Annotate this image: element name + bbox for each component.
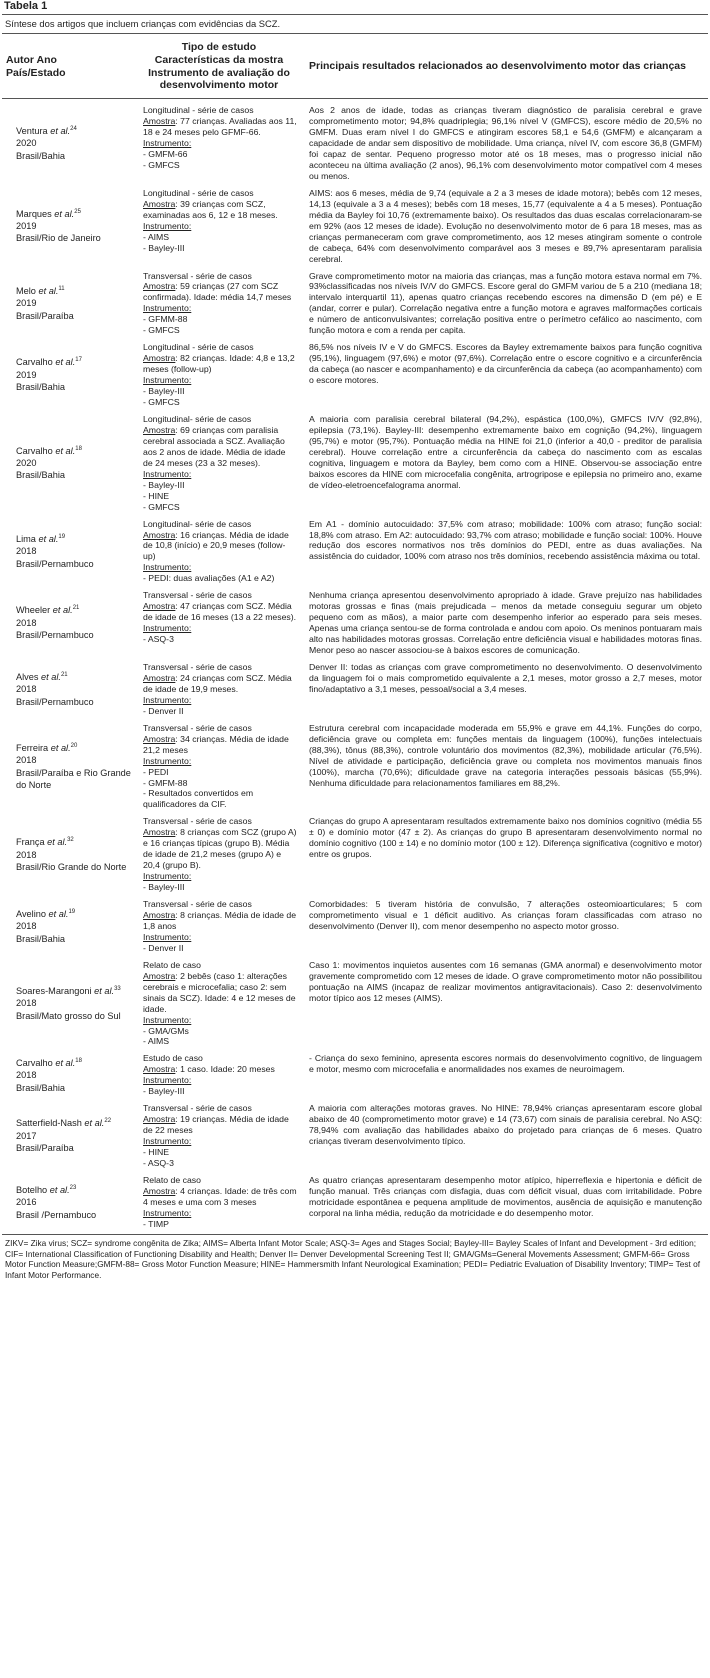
instrument-label: Instrumento:: [143, 220, 192, 231]
instrument-label: Instrumento:: [143, 303, 192, 314]
author-etal: et al.: [52, 445, 76, 456]
instrument-item: - GMFCS: [143, 501, 180, 512]
instrument-item: - GMFM-66: [143, 149, 188, 159]
header-study-type: Tipo de estudo Características da mostra Instrumento de avaliação do desenvolvimento motor: [137, 34, 301, 99]
publication-year: 2016: [16, 1197, 37, 1208]
country-state: Brasil/Bahia: [16, 382, 66, 393]
country-state: Brasil/Paraíba: [16, 310, 74, 321]
studies-table: [2, 34, 708, 1230]
author-cell: [2, 182, 137, 265]
results-cell: Nenhuma criança apresentou desenvolvimento apropriado à idade. Grave prejuízo nas habilidades motoras grossas e finas (mais prejudicada – menos da metade conseguiu segurar um objeto pequeno com as mãos), a maior parte com desempenho inferior ao esperado para seis meses. Apenas uma criança sentou-se de forma controlada e andou com apoio. Os meninos pontuaram mais alto nas habilidades motoras grossas. Correlação entre deficiência visual e habilidades motoras finas. Menor peso ao nascer associou-se à baixos escores de comunicação.: [309, 590, 702, 656]
sample-text: : 16 crianças. Média de idade de 10,8 (início) e 20,9 meses (follow-up): [143, 529, 289, 562]
publication-year: 2018: [16, 755, 37, 766]
country-state: Brasil/Paraíba e Rio Grande do Norte: [16, 767, 131, 790]
author-etal: et al.: [35, 285, 59, 296]
instrument-label: Instrumento:: [143, 871, 192, 882]
instrument-item: - HINE: [143, 1147, 170, 1158]
table-row: [2, 584, 708, 656]
sample-label: Amostra: [143, 529, 176, 540]
study-cell: [137, 810, 301, 893]
author-etal: et al.: [51, 208, 75, 219]
study-cell: [137, 656, 301, 717]
results-cell: Denver II: todas as crianças com grave comprometimento no desenvolvimento. O desenvolvimento da linguagem foi o mais comprometido equivalente a 2,1 meses, motor grosso a 2,7 meses, motor fino/adaptativo a 3,1 meses, pessoal/social a 3,4 meses.: [309, 661, 702, 694]
study-cell: [137, 265, 301, 337]
author-cell: [2, 584, 137, 656]
table-row: [2, 265, 708, 337]
reference-number: 33: [114, 985, 121, 992]
author-name: Ferreira: [16, 742, 49, 753]
sample-text: : 69 crianças com paralisia cerebral associada a SCZ. Avaliação aos 2 anos de idade. Média de idade de 24 meses (23 a 32 meses).: [143, 424, 286, 468]
instrument-label: Instrumento:: [143, 1075, 192, 1086]
publication-year: 2018: [16, 998, 37, 1009]
results-cell: A maioria com paralisia cerebral bilateral (94,2%), espástica (100,0%), GMFCS IV/V (92,8%), epilepsia (73,1%). Bayley-III: desempenho extremamente baixo em cognição (94,2%), linguagem (95,7%) e motor (95,7%). Pontuação média na HINE foi 21,0 (inferior a 40,0 - preditor de paralisia cerebral). Houve correlação entre a circunferência da cabeça do nascimento com as escalas cognitiva, linguagem e motora da Bayley, bem como com a HINE. Observou-se associação entre baixos escores da HINE com microcefalia congênita, artrogripose e epilepsia no primeiro ano, exame de vídeo-eletroencefalograma anormal.: [309, 413, 702, 490]
reference-number: 18: [75, 1057, 82, 1064]
results-cell: A maioria com alterações motoras graves. No HINE: 78,94% crianças apresentaram escore global abaixo de 40 (comprometimento motor grave) e 14 (73,67) com sinais de paralisia cerebral. No ASQ: 78,94% com avaliação das habilidades abaixo do projetado para crianças de 6 meses. Quatro crianças tiveram desenvolvimento típico.: [309, 1103, 702, 1147]
instrument-item: - Resultados convertidos em qualificadores da CIF.: [143, 788, 254, 810]
results-cell: Grave comprometimento motor na maioria das crianças, mas a função motora estava normal em 7%. 93%classificadas nos níveis IV/V do GMFCS. Escore geral do GMFM variou de 5 a 210 (mediana 18; intervalo interquartil 11), apenas quatro crianças recebendo escores na dimensão D (em pé) e E (andar, correr e pular). Correlação negativa entre a função motora e agraves malformações corticais e número de anticonvulsivantes; correlação positiva entre o perímetro cefálico ao nascimento, com função motora e com a renda per capita.: [309, 270, 702, 336]
instrument-item: - Bayley-III: [143, 882, 185, 893]
instrument-item: - ASQ-3: [143, 634, 174, 645]
table-row: [2, 408, 708, 513]
sample-text: : 77 crianças. Avaliadas aos 11, 18 e 24 meses pelo GFMF-66.: [143, 116, 297, 138]
author-etal: et al.: [47, 125, 71, 136]
study-type: Longitudinal- série de casos: [143, 413, 252, 424]
publication-year: 2018: [16, 849, 37, 860]
study-type: Transversal - série de casos: [143, 816, 252, 827]
sample-text: : 82 crianças. Idade: 4,8 e 13,2 meses (follow-up): [143, 353, 295, 375]
country-state: Brasil/Paraíba: [16, 1143, 74, 1154]
sample-label: Amostra: [143, 970, 176, 981]
instrument-item: - HINE: [143, 490, 170, 501]
reference-number: 20: [70, 742, 78, 749]
sample-label: Amostra: [143, 353, 176, 364]
sample-label: Amostra: [143, 198, 176, 209]
instrument-item: - AIMS: [143, 231, 170, 242]
instrument-label: Instrumento:: [143, 375, 192, 386]
author-cell: [2, 1047, 137, 1097]
author-cell: [2, 99, 137, 182]
reference-number: 24: [70, 125, 77, 132]
instrument-label: Instrumento:: [143, 1014, 192, 1025]
sample-label: Amostra: [143, 1185, 176, 1196]
publication-year: 2018: [16, 1070, 37, 1081]
header-results: Principais resultados relacionados ao desenvolvimento motor das crianças: [301, 34, 708, 99]
study-cell: [137, 408, 301, 513]
reference-number: 25: [74, 208, 81, 215]
author-name: Satterfield-Nash: [16, 1118, 82, 1129]
study-type: Relato de caso: [143, 1174, 201, 1185]
country-state: Brasil/Rio Grande do Norte: [16, 861, 127, 872]
reference-number: 22: [104, 1118, 112, 1125]
table-row: [2, 1047, 708, 1097]
table-footnote: ZIKV= Zika virus; SCZ= syndrome congênita de Zika; AIMS= Alberta Infant Motor Scale; ASQ-3= Ages and Stages Social; Bayley-III= Bayley Scales of Infant and Development - 3rd edition; CIF= International Classification of Functioning Disability and Health; Denver II= Denver Developmental Screening Test II; GMA/GMs=General Movements Assessment; GMFM-66= Gross Motor Function Measure;GMFM-88= Gross Motor Function Measure; HINE= Hammersmith Infant Neurological Examination; PEDI= Pediatric Evaluation of Disability Inventory; TIMP= Test of Infant Motor Performance.: [2, 1234, 708, 1281]
author-cell: [2, 265, 137, 337]
study-type: Longitudinal - série de casos: [143, 105, 254, 116]
study-cell: [137, 893, 301, 954]
author-etal: et al.: [81, 1118, 105, 1129]
country-state: Brasil/Bahia: [16, 933, 66, 944]
table-row: [2, 336, 708, 408]
publication-year: 2020: [16, 458, 37, 469]
author-etal: et al.: [50, 605, 73, 616]
reference-number: 11: [58, 285, 65, 292]
table-row: [2, 954, 708, 1048]
instrument-item: - Denver II: [143, 942, 184, 953]
author-cell: [2, 717, 137, 811]
author-cell: [2, 656, 137, 717]
instrument-label: Instrumento:: [143, 931, 192, 942]
sample-text: : 8 crianças. Média de idade de 1,8 anos: [143, 910, 297, 931]
publication-year: 2019: [16, 369, 37, 380]
author-name: Alves: [16, 671, 39, 682]
reference-number: 18: [75, 445, 82, 452]
instrument-item: - ASQ-3: [143, 1158, 174, 1169]
author-etal: et al.: [35, 533, 59, 544]
results-cell: Estrutura cerebral com incapacidade moderada em 55,9% e grave em 44,1%. Funções do corpo, deficiência grave ou completa em: funções mentais da linguagem (100%), funções intelectuais (88,3%), tônus (88,3%), controle voluntário dos movimentos (82,3%), mobilidade articular (76,5%). Nível de atividade e participação, deficiência grave ou completa nos movimentos manuais finos (100%), marcha (70,6%); dificuldade grave na categoria interações pessoais básicas (55,9%). Nenhuma dificuldade para relacionamentos familiares em 88,2%.: [309, 722, 702, 788]
country-state: Brasil/Pernambuco: [16, 630, 94, 641]
table-label: Tabela 1: [4, 0, 48, 12]
sample-label: Amostra: [143, 1064, 176, 1075]
author-cell: [2, 810, 137, 893]
results-cell: Comorbidades: 5 tiveram história de convulsão, 7 alterações osteomioarticulares; 5 com comprometimento visual e 1 déficit auditivo. As crianças foram classificadas com atraso no desenvolvimento (Denver II), com menor desempenho no aspecto motor grosso.: [309, 899, 702, 931]
study-cell: [137, 1169, 301, 1230]
table-row: [2, 99, 708, 182]
author-cell: [2, 1097, 137, 1169]
instrument-item: - GMFCS: [143, 397, 180, 408]
sample-text: : 8 crianças com SCZ (grupo A) e 16 crianças típicas (grupo B). Média de idade de 21,2 meses (grupo A) e 20,4 (grupo B).: [143, 827, 297, 871]
sample-label: Amostra: [143, 116, 176, 127]
study-type: Transversal - série de casos: [143, 1103, 252, 1114]
sample-label: Amostra: [143, 424, 176, 435]
table-caption: Síntese dos artigos que incluem crianças com evidências da SCZ.: [2, 15, 708, 34]
instrument-item: - AIMS: [143, 1036, 170, 1047]
sample-label: Amostra: [143, 733, 176, 744]
study-type: Transversal - série de casos: [143, 722, 252, 733]
instrument-item: - GMFCS: [143, 325, 180, 336]
author-etal: et al.: [45, 908, 69, 919]
study-type: Transversal - série de casos: [143, 590, 252, 601]
country-state: Brasil/Pernambuco: [16, 558, 94, 569]
study-type: Estudo de caso: [143, 1053, 203, 1064]
country-state: Brasil/Pernambuco: [16, 696, 94, 707]
author-name: França: [16, 837, 45, 848]
instrument-item: - GFMM-88: [143, 314, 188, 325]
author-etal: et al.: [47, 1184, 70, 1195]
publication-year: 2019: [16, 220, 37, 231]
author-name: Wheeler: [16, 605, 51, 616]
publication-year: 2019: [16, 298, 37, 309]
instrument-item: - TIMP: [143, 1218, 169, 1229]
study-cell: [137, 513, 301, 585]
study-cell: [137, 1047, 301, 1097]
sample-text: : 19 crianças. Média de idade de 22 meses: [143, 1114, 289, 1136]
study-cell: [137, 717, 301, 811]
table-row: [2, 1097, 708, 1169]
sample-text: : 47 crianças com SCZ. Média de idade de 16 meses (13 a 22 meses).: [143, 601, 297, 623]
publication-year: 2018: [16, 546, 37, 557]
results-cell: AIMS: aos 6 meses, média de 9,74 (equivale a 2 a 3 meses de idade motora); bebês com 12 meses, 14,13 (equivale a 3 a 4 meses); bebês com 18 meses, 15,77 (equivalente a 4 a 5 meses). Pontuação média da Bayley foi 10,76 (extremamente baixo). Os resultados das duas escalas correlacionaram-se em 92% (aos 12 meses de idade). Evolução no desenvolvimento motor de 6 para 18 meses, mas as crianças permaneceram com grave comprometimento, aos 12 meses atingiram somente o controle de cabeça, 64% com desenvolvimento comparável aos 3 meses e 89,7% apresentaram paralisia cerebral.: [309, 187, 702, 264]
author-cell: [2, 513, 137, 585]
country-state: Brasil/Bahia: [16, 150, 66, 161]
sample-label: Amostra: [143, 672, 176, 683]
sample-text: : 2 bebês (caso 1: alterações cerebrais e microcefalia; caso 2: sem sinais da SCZ). Idade: 4 e 12 meses de idade.: [143, 970, 296, 1014]
author-name: Carvalho: [16, 1057, 53, 1068]
instrument-item: - GMFM-88: [143, 777, 188, 788]
study-type: Transversal - série de casos: [143, 899, 252, 910]
instrument-item: - Denver II: [143, 705, 184, 716]
sample-label: Amostra: [143, 281, 176, 292]
publication-year: 2020: [16, 138, 37, 149]
instrument-label: Instrumento:: [143, 1207, 192, 1218]
reference-number: 17: [75, 357, 82, 364]
instrument-item: - PEDI: [143, 766, 169, 777]
results-cell: - Criança do sexo feminino, apresenta escores normais do desenvolvimento cognitivo, de linguagem e motor, mesmo com microcefalia e anormalidades nos exames de neuroimagem.: [309, 1053, 702, 1075]
table-row: [2, 182, 708, 265]
instrument-label: Instrumento:: [143, 138, 192, 149]
reference-number: 32: [67, 837, 74, 844]
instrument-item: - Bayley-III: [143, 479, 185, 490]
instrument-label: Instrumento:: [143, 1136, 192, 1147]
reference-number: 21: [72, 605, 80, 612]
sample-label: Amostra: [143, 910, 176, 920]
publication-year: 2018: [16, 684, 37, 695]
sample-text: : 34 crianças. Média de idade 21,2 meses: [143, 733, 289, 755]
study-type: Relato de caso: [143, 959, 201, 970]
reference-number: 19: [58, 533, 66, 540]
reference-number: 19: [68, 908, 76, 915]
author-etal: et al.: [52, 1057, 76, 1068]
country-state: Brasil/Bahia: [16, 1082, 66, 1093]
author-etal: et al.: [44, 837, 68, 848]
instrument-item: - Bayley-III: [143, 242, 185, 253]
sample-text: : 59 crianças (27 com SCZ confirmada). Idade: média 14,7 meses: [143, 281, 292, 303]
header-row: [2, 34, 708, 99]
author-etal: et al.: [52, 357, 76, 368]
results-cell: Caso 1: movimentos inquietos ausentes com 16 semanas (GMA anormal) e desenvolvimento motor gravemente comprometido com 12 meses de idade. O grave comprometimento motor não possibilitou pontuação na AIMS (incapaz de realizar movimentos antigravitacionais). Caso 2: desenvolvimento motor típico aos 12 meses (AIMS).: [309, 959, 702, 1003]
results-cell: Em A1 - domínio autocuidado: 37,5% com atraso; mobilidade: 100% com atraso; função social: 18,8% com atraso. Em A2: autocuidado: 93,7% com atraso; mobilidade e função social: 100%. Houve redução dos escores normativos nos três domínios do PEDI, entre as duas avaliações. Na assistência do cuidador, 100% com atraso nos três domínios, recebendo assistência máxima ou total.: [309, 518, 702, 562]
study-cell: [137, 99, 301, 182]
publication-year: 2017: [16, 1130, 37, 1141]
table-row: [2, 513, 708, 585]
author-cell: [2, 408, 137, 513]
study-type: Transversal - série de casos: [143, 270, 252, 281]
study-cell: [137, 182, 301, 265]
instrument-label: Instrumento:: [143, 562, 192, 573]
study-cell: [137, 954, 301, 1048]
study-type: Longitudinal - série de casos: [143, 342, 254, 353]
instrument-label: Instrumento:: [143, 755, 192, 766]
country-state: Brasil/Mato grosso do Sul: [16, 1010, 121, 1021]
publication-year: 2018: [16, 617, 37, 628]
author-cell: [2, 336, 137, 408]
instrument-item: - GMFCS: [143, 159, 180, 170]
author-name: Carvalho: [16, 357, 53, 368]
author-cell: [2, 1169, 137, 1230]
results-cell: Crianças do grupo A apresentaram resultados extremamente baixo nos domínios cognitivo (média 55 ± 0) e domínio motor (47 ± 2). As crianças do grupo B apresentaram desenvolvimento normal no domínio cognitivo (100 ± 14) e no domínio motor (100 ± 12). Diferença significativa (cognitivo e motor) entre os grupos.: [309, 816, 702, 860]
table-body: [2, 99, 708, 1230]
sample-text: : 39 crianças com SCZ, examinadas aos 6, 12 e 18 meses.: [143, 198, 278, 220]
author-name: Soares-Marangoni: [16, 985, 92, 996]
author-cell: [2, 954, 137, 1048]
study-type: Transversal - série de casos: [143, 661, 252, 672]
results-cell: 86,5% nos níveis IV e V do GMFCS. Escores da Bayley extremamente baixos para função cognitiva (95,1%), linguagem (97,6%) e motor (97,6%). Correlação entre o escore cognitivo e a circunferência da cabeça (ao nascer e acompanhamento) e da circunferência da cabeça (ao acompanhamento) com o escore motores.: [309, 342, 702, 386]
instrument-label: Instrumento:: [143, 623, 192, 634]
author-etal: et al.: [48, 742, 71, 753]
study-cell: [137, 1097, 301, 1169]
author-name: Avelino: [16, 908, 46, 919]
reference-number: 23: [69, 1184, 77, 1191]
sample-label: Amostra: [143, 601, 176, 612]
country-state: Brasil /Pernambuco: [16, 1209, 97, 1220]
instrument-item: - Bayley-III: [143, 1086, 185, 1097]
instrument-item: - GMA/GMs: [143, 1025, 189, 1036]
instrument-item: - Bayley-III: [143, 386, 185, 397]
study-cell: [137, 336, 301, 408]
study-type: Longitudinal- série de casos: [143, 518, 252, 529]
author-etal: et al.: [38, 671, 61, 682]
sample-text: : 1 caso. Idade: 20 meses: [175, 1064, 275, 1075]
instrument-item: - PEDI: duas avaliações (A1 e A2): [143, 573, 275, 584]
instrument-label: Instrumento:: [143, 468, 192, 479]
study-type: Longitudinal - série de casos: [143, 187, 254, 198]
results-cell: As quatro crianças apresentaram desempenho motor atípico, hiperreflexia e hipertonia e déficit de função manual. Três crianças com disfagia, duas com déficit visual, duas com irritabilidade. Pobre motricidade espontânea e pequena amplitude de movimentos, ausência de aquisição e manutenção corporal na linha média, redução da motricidade e do desempenho motor.: [309, 1174, 702, 1218]
sample-label: Amostra: [143, 1114, 176, 1125]
author-etal: et al.: [91, 985, 115, 996]
author-name: Marques: [16, 208, 52, 219]
header-author: Autor Ano País/Estado: [2, 34, 137, 99]
results-cell: Aos 2 anos de idade, todas as crianças tiveram diagnóstico de paralisia cerebral e grave comprometimento motor; 94,8% quadriplegia; 96,1% nível V (GMFCS), escore médio de 20,5% no GMFM. Duas eram nível I do GMFCS e atingiram escores 58,1 e 54,6 (GMFM) e alcançaram a capacidade de andar sem dispositivo de mobilidade. Uma criança, nível IV, com escore 36,8 (GMFM) foi capaz de sentar. Pequeno progresso motor até os 18 meses, mas o progresso inicial não aconteceu na última avaliação (2 anos), 96,1% com desenvolvimento motor compatível com 4 meses ou menos.: [309, 105, 702, 181]
table-row: [2, 810, 708, 893]
sample-text: : 24 crianças com SCZ. Média de idade de 19,9 meses.: [143, 672, 292, 694]
reference-number: 21: [60, 671, 68, 678]
sample-text: : 4 crianças. Idade: de três com 4 meses e uma com 3 meses: [143, 1185, 297, 1207]
publication-year: 2018: [16, 921, 37, 932]
author-cell: [2, 893, 137, 954]
country-state: Brasil/Rio de Janeiro: [16, 233, 101, 244]
author-name: Botelho: [16, 1184, 48, 1195]
sample-label: Amostra: [143, 827, 176, 838]
author-name: Ventura: [16, 125, 48, 136]
study-cell: [137, 584, 301, 656]
table-row: [2, 717, 708, 811]
table-row: [2, 656, 708, 717]
table-row: [2, 1169, 708, 1230]
instrument-label: Instrumento:: [143, 694, 192, 705]
author-name: Lima: [16, 533, 36, 544]
author-name: Melo: [16, 285, 36, 296]
country-state: Brasil/Bahia: [16, 470, 66, 481]
author-name: Carvalho: [16, 445, 53, 456]
table-row: [2, 893, 708, 954]
